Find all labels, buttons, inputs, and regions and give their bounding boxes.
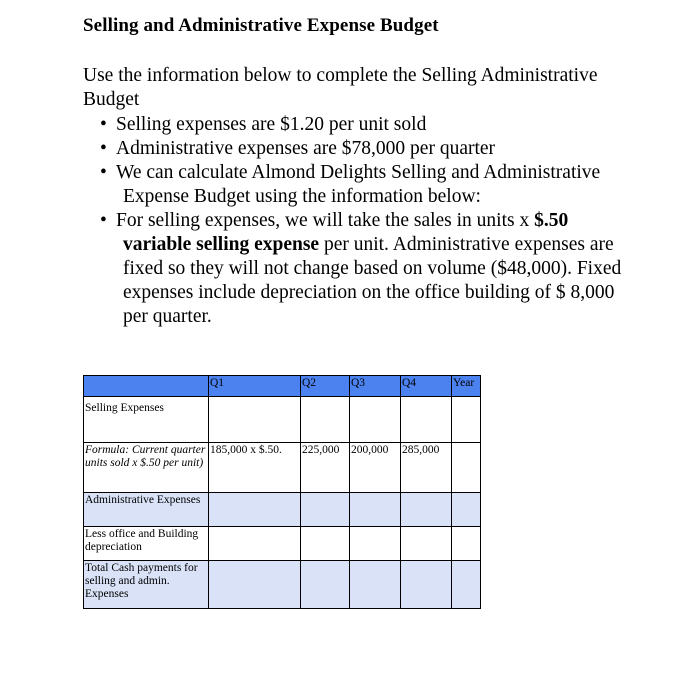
bullet-item: • Administrative expenses are $78,000 per quarter — [100, 138, 496, 159]
table-cell[interactable] — [452, 397, 481, 443]
table-cell[interactable] — [401, 527, 452, 561]
header-cell-year: Year — [452, 376, 481, 397]
table-cell[interactable] — [301, 561, 350, 609]
row-label: Formula: Current quarter units sold x $.50 per unit) — [84, 443, 209, 493]
row-label: Selling Expenses — [84, 397, 209, 443]
table-cell[interactable]: 200,000 — [350, 443, 401, 493]
table-cell[interactable] — [209, 397, 301, 443]
bullet-item: • We can calculate Almond Delights Selling and Administrative Expense Budget using the information below: — [100, 162, 601, 207]
table-cell[interactable] — [401, 397, 452, 443]
table-cell[interactable] — [452, 527, 481, 561]
table-header-row — [84, 376, 481, 397]
table-row — [84, 443, 481, 493]
table-cell[interactable] — [452, 561, 481, 609]
bullet-item: • Selling expenses are $1.20 per unit sold — [100, 114, 427, 135]
intro-text: Use the information below to complete the Selling Administrative Budget — [83, 65, 598, 110]
row-label: Total Cash payments for selling and admin. Expenses — [84, 561, 209, 609]
header-cell-blank — [84, 376, 209, 397]
table-cell[interactable]: 225,000 — [301, 443, 350, 493]
table-cell[interactable] — [209, 493, 301, 527]
bullet-text: per unit. Administrative expenses are fixed so they will not change based on volume ($48,000). Fixed expenses include depreciation on the office building of $ 8,000 per quarter. — [123, 234, 622, 327]
bullet-text: Selling expenses are $1.20 per unit sold — [116, 114, 427, 135]
table-row — [84, 527, 481, 561]
budget-table — [83, 375, 481, 609]
table-cell[interactable] — [401, 561, 452, 609]
header-cell-q4: Q4 — [401, 376, 452, 397]
header-cell-q2: Q2 — [301, 376, 350, 397]
row-label: Administrative Expenses — [84, 493, 209, 527]
bullet-text: Administrative expenses are $78,000 per quarter — [116, 138, 496, 159]
bullet-text: For selling expenses, we will take the sales in units x — [116, 210, 535, 231]
table-cell[interactable] — [401, 493, 452, 527]
table-cell[interactable] — [350, 493, 401, 527]
table-cell[interactable] — [350, 561, 401, 609]
table-cell[interactable] — [301, 397, 350, 443]
table-cell[interactable] — [452, 443, 481, 493]
table-cell[interactable] — [452, 493, 481, 527]
table-row — [84, 561, 481, 609]
bullet-bold-text: $.50 variable selling expense — [123, 210, 569, 255]
header-cell-q3: Q3 — [350, 376, 401, 397]
table-cell[interactable] — [301, 527, 350, 561]
header-cell-q1: Q1 — [209, 376, 301, 397]
table-cell[interactable] — [301, 493, 350, 527]
table-cell[interactable]: 185,000 x $.50. — [209, 443, 301, 493]
table-cell[interactable] — [209, 561, 301, 609]
table-cell[interactable] — [350, 397, 401, 443]
table-cell[interactable] — [350, 527, 401, 561]
table-row — [84, 397, 481, 443]
table-cell[interactable]: 285,000 — [401, 443, 452, 493]
bullet-item: • For selling expenses, we will take the sales in units x $.50 variable selling expense per unit. Administrative expenses are fixed so they will not change based on volume ($48,000). Fixed expenses include depreciation on the office building of $ 8,000 per quarter. — [100, 210, 622, 327]
table-cell[interactable] — [209, 527, 301, 561]
bullet-text: We can calculate Almond Delights Selling and Administrative Expense Budget using the information below: — [116, 162, 601, 207]
row-label: Less office and Building depreciation — [84, 527, 209, 561]
table-row — [84, 493, 481, 527]
bullet-list — [100, 113, 640, 329]
page-title: Selling and Administrative Expense Budget — [83, 15, 439, 36]
